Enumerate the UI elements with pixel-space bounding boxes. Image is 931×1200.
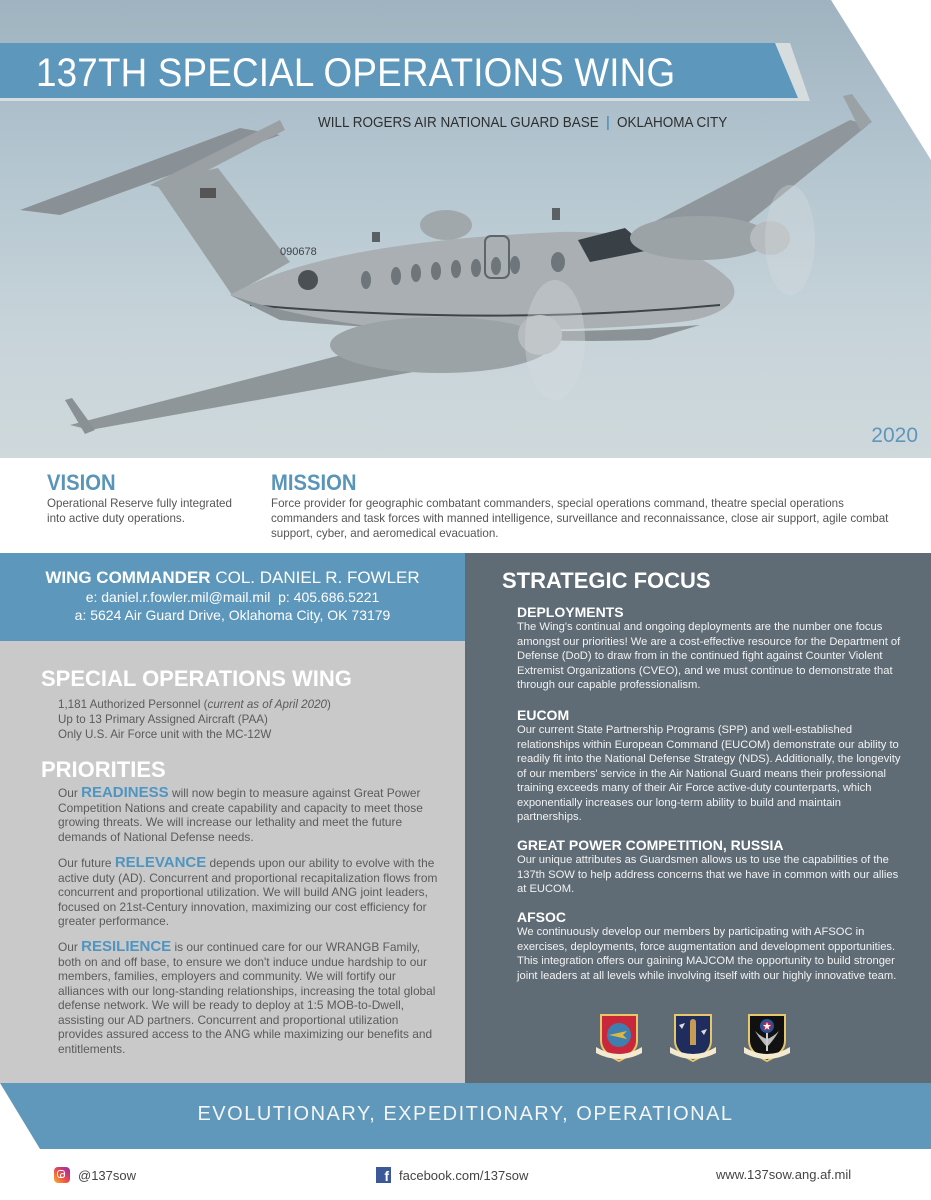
hero-corner-cutout bbox=[831, 0, 931, 160]
commander-role: WING COMMANDER bbox=[45, 568, 211, 587]
commander-phone[interactable]: 405.686.5221 bbox=[293, 589, 380, 605]
left-column bbox=[0, 553, 465, 1083]
page-title: 137TH SPECIAL OPERATIONS WING bbox=[36, 51, 676, 95]
website-url: www.137sow.ang.af.mil bbox=[716, 1167, 852, 1182]
air-national-guard-emblem-icon bbox=[667, 1011, 719, 1063]
address-label: a: bbox=[74, 607, 87, 623]
focus-afsoc bbox=[517, 909, 902, 983]
vision-text: Operational Reserve fully integrated into active duty operations. bbox=[47, 497, 232, 525]
motto-text: EVOLUTIONARY, EXPEDITIONARY, OPERATIONAL bbox=[197, 1103, 734, 1125]
commander-title bbox=[0, 568, 465, 588]
location-subtitle bbox=[318, 114, 727, 131]
focus-text: Our unique attributes as Guardsmen allows us to use the capabilities of the 137th SOW to help address concerns that we have in common with our allies at EUCOM. bbox=[517, 854, 899, 895]
city-name: OKLAHOMA CITY bbox=[616, 114, 728, 131]
mission-text: Force provider for geographic combatant commanders, special operations command, theatre special operations commanders and task forces with manned intelligence, surveillance and reconnaissance, close air support, agile combat support, cyber, and aeromedical evacuation. bbox=[271, 497, 889, 540]
unit-emblems bbox=[593, 1011, 793, 1063]
facebook-url: facebook.com/137sow bbox=[399, 1167, 529, 1183]
focus-text: The Wing's continual and ongoing deployments are the number one focus amongst our priorities! We are a cost-effective resource for the Department of Defense (DoD) to draw from in the continued fight against Counter Violent Extremist Organizations (CVEO), and we must continue to demonstrate that through our capable professionalism. bbox=[517, 621, 901, 691]
wing-facts bbox=[58, 697, 331, 742]
focus-text: We continuously develop our members by participating with AFSOC in exercises, deployments, force augmentation and development opportunities. This integration offers our gaining MAJCOM the opportunity to build stronger joint leaders at all levels while involving itself with our highly innovative team. bbox=[517, 926, 897, 982]
priority-resilience: Our RESILIENCE is our continued care for our WRANGB Family, both on and off base, to ensure we don't induce undue hardship to our members, families, employers and community. We will fortify our alliances with our long-standing relationships, increasing the total global defense network. We will be ready to deploy at 1:5 MOB-to-Dwell, assisting our AD partners. Concurrent and proportional utilization provides assured access to the ANG while maximizing our benefits and entitlements. bbox=[58, 938, 436, 1056]
commander-name: COL. DANIEL R. FOWLER bbox=[215, 568, 420, 587]
priority-readiness: Our READINESS will now begin to measure against Great Power Competition Nations and create capability and capacity to meet those growing threats. We will increase our lethality and meet the future demands of National Defense needs. bbox=[58, 784, 423, 844]
strategic-focus-heading: STRATEGIC FOCUS bbox=[502, 568, 711, 593]
base-name: WILL ROGERS AIR NATIONAL GUARD BASE bbox=[318, 114, 599, 131]
focus-title: GREAT POWER COMPETITION, RUSSIA bbox=[517, 837, 784, 853]
special-operations-wing-emblem-icon bbox=[593, 1011, 645, 1063]
wing-fact-aircraft: Up to 13 Primary Assigned Aircraft (PAA) bbox=[58, 713, 268, 726]
wing-fact-unique: Only U.S. Air Force unit with the MC-12W bbox=[58, 728, 272, 741]
commander-email[interactable]: daniel.r.fowler.mil@mail.mil bbox=[101, 589, 271, 605]
focus-text: Our current State Partnership Programs (SPP) and well-established relationships within European Command (EUCOM) demonstrate our ability to readily fit into the National Defense Strategy (NDS). Additionally, the longevity of our members' service in the Air National Guard means their professional training exceeds many of their Air Force active-duty counterparts, which exponentially increases our long-term ability to build and maintain partnerships. bbox=[517, 724, 901, 823]
hero-photo bbox=[0, 0, 931, 458]
email-label: e: bbox=[85, 589, 98, 605]
strategic-focus-column bbox=[465, 553, 931, 1083]
focus-deployments bbox=[517, 604, 902, 693]
commander-contact bbox=[0, 588, 465, 606]
priorities-heading: PRIORITIES bbox=[41, 757, 166, 782]
tail-number: 090678 bbox=[280, 246, 317, 258]
location-separator: | bbox=[606, 114, 610, 131]
instagram-handle: @137sow bbox=[78, 1167, 137, 1183]
commander-address-line bbox=[0, 606, 465, 624]
facebook-link[interactable] bbox=[376, 1167, 528, 1183]
focus-title: DEPLOYMENTS bbox=[517, 604, 624, 620]
facebook-icon: f bbox=[376, 1167, 391, 1183]
keyword-readiness: READINESS bbox=[81, 784, 169, 801]
priority-relevance: Our future RELEVANCE depends upon our ability to evolve with the active duty (AD). Concurrent and proportional recapitalization flows from concurrent and proportional utilization. We will build ANG joint leaders, focused on 21st-Century innovation, maximizing our cost efficiency for greater performance. bbox=[58, 854, 438, 928]
focus-eucom bbox=[517, 707, 902, 825]
instagram-icon bbox=[54, 1167, 70, 1183]
mc-12w-aircraft-image bbox=[0, 80, 931, 440]
wing-fact-personnel: 1,181 Authorized Personnel (current as of April 2020) bbox=[58, 698, 331, 711]
year-label: 2020 bbox=[871, 424, 918, 447]
keyword-resilience: RESILIENCE bbox=[81, 938, 172, 955]
keyword-relevance: RELEVANCE bbox=[114, 854, 207, 871]
vision-heading: VISION bbox=[47, 470, 116, 495]
instagram-link[interactable] bbox=[54, 1167, 136, 1183]
website-link[interactable] bbox=[716, 1167, 851, 1182]
mission-block bbox=[271, 470, 901, 541]
mission-heading: MISSION bbox=[271, 470, 357, 495]
commander-address: 5624 Air Guard Drive, Oklahoma City, OK 73179 bbox=[90, 607, 391, 623]
focus-title: AFSOC bbox=[517, 909, 566, 925]
commander-box bbox=[0, 553, 465, 641]
vision-block bbox=[47, 470, 247, 526]
focus-great-power-competition bbox=[517, 837, 902, 897]
vision-mission-section bbox=[0, 470, 931, 554]
phone-label: p: bbox=[278, 589, 290, 605]
focus-title: EUCOM bbox=[517, 707, 570, 723]
title-banner bbox=[0, 43, 810, 103]
motto-banner bbox=[0, 1083, 931, 1151]
afsoc-emblem-icon bbox=[741, 1011, 793, 1063]
wing-heading: SPECIAL OPERATIONS WING bbox=[41, 666, 352, 691]
